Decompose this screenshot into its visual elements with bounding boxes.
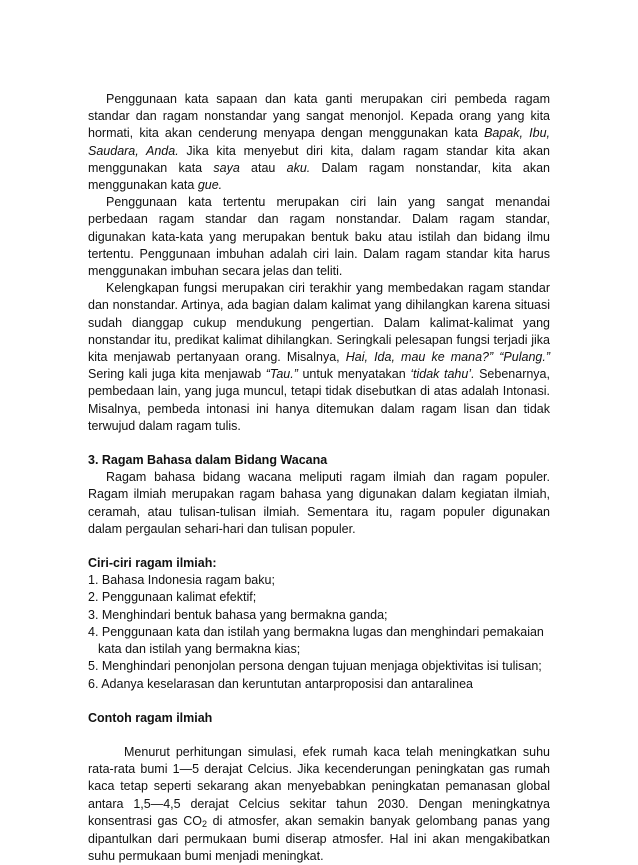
section-heading-wacana: 3. Ragam Bahasa dalam Bidang Wacana: [88, 453, 328, 468]
italic-text: aku.: [286, 160, 311, 175]
text: Sebenarnya, pembedaan lain, yang juga muncul, tetapi tidak disebutkan di atas adalah Intonasi. Misalnya, pembeda intonasi ini hanya ditemukan dalam ragam lisan dan tidak terwujud dalam ragam tulis.: [88, 367, 550, 433]
list-item: 1. Bahasa Indonesia ragam baku;: [88, 573, 275, 588]
text: Jika kita menyebut diri kita, dalam ragam standar kita akan menggunakan kata: [88, 143, 550, 175]
text: Menurut perhitungan simulasi, efek rumah kaca telah meningkatkan suhu rata-rata bumi 1—5 derajat Celcius. Jika kecenderungan peningkatan gas rumah kaca tetap seperti sekarang akan menyebabkan peningkatan pemanasan global antara 1,5—4,5 derajat Celcius sekitar tahun 2030. Dengan meningkatnya konsentrasi gas CO: [88, 744, 550, 828]
paragraph-kelengkapan-fungsi: [88, 280, 550, 435]
paragraph-kata-sapaan: [88, 91, 550, 194]
text: untuk menyatakan: [297, 367, 411, 382]
text: Sering kali juga kita menjawab: [88, 367, 266, 382]
italic-text: Bapak, Ibu, Saudara, Anda.: [88, 126, 550, 158]
subscript: 2: [202, 818, 208, 829]
paragraph-wacana: Ragam bahasa bidang wacana meliputi ragam ilmiah dan ragam populer. Ragam ilmiah merupakan ragam bahasa yang digunakan dalam kegiatan ilmiah, ceramah, atau tulisan-tulisan ilmiah. Sementara itu, ragam populer digunakan dalam pergaulan sehari-hari dan tulisan populer.: [88, 470, 550, 536]
paragraph-contoh: [88, 744, 550, 865]
spacer: [88, 693, 550, 710]
text: di atmosfer, akan semakin banyak gelombang panas yang dipantulkan dari permukaan bumi diserap atmosfer. Hal ini akan mengakibatkan suhu permukaan bumi menjadi meningkat.: [88, 813, 550, 864]
italic-text: Hai, Ida, mau ke mana?” “Pulang.”: [345, 350, 550, 365]
list-item: 6. Adanya keselarasan dan keruntutan antarproposisi dan antaralinea: [88, 676, 473, 691]
italic-text: gue.: [197, 178, 223, 193]
text: atau: [239, 160, 287, 175]
paragraph-kata-tertentu: Penggunaan kata tertentu merupakan ciri lain yang sangat menandai perbedaan ragam standar dan ragam nonstandar. Dalam ragam standar, digunakan kata-kata yang merupakan bentuk baku atau istilah dan bidang ilmu tertentu. Penggunaan imbuhan adalah ciri lain. Dalam ragam standar kita harus menggunakan imbuhan secara jelas dan teliti.: [88, 195, 550, 279]
italic-text: saya: [213, 160, 240, 175]
text: Penggunaan kata sapaan dan kata ganti merupakan ciri pembeda ragam standar dan ragam nonstandar yang sangat menonjol. Kepada orang yang kita hormati, kita akan cenderung menyapa dengan menggunakan kata: [88, 92, 550, 141]
heading-ciri-ragam-ilmiah: Ciri-ciri ragam ilmiah:: [88, 556, 217, 571]
list-item: 2. Penggunaan kalimat efektif;: [88, 590, 257, 605]
document-page: [88, 91, 550, 865]
ciri-list: [88, 572, 550, 692]
spacer: [88, 538, 550, 555]
italic-text: “Tau.”: [265, 367, 298, 382]
spacer: [88, 727, 550, 744]
text: Kelengkapan fungsi merupakan ciri terakhir yang membedakan ragam standar dan nonstandar. Artinya, ada bagian dalam kalimat yang dihilangkan karena situasi sudah dianggap cukup mendukung pengertian. Dalam kalimat-kalimat yang nonstandar itu, predikat kalimat dihilangkan. Seringkali pelesapan fungsi terjadi jika kita menjawab pertanyaan orang. Misalnya,: [88, 281, 550, 365]
list-item: 4. Penggunaan kata dan istilah yang bermakna lugas dan menghindari pemakaian kata dan istilah yang bermakna kias;: [88, 624, 544, 657]
text: Dalam ragam nonstandar, kita akan menggunakan kata: [88, 160, 550, 193]
italic-text: ‘tidak tahu’.: [410, 367, 475, 382]
list-item: 5. Menghindari penonjolan persona dengan tujuan menjaga objektivitas isi tulisan;: [88, 659, 542, 674]
heading-contoh-ragam-ilmiah: Contoh ragam ilmiah: [88, 710, 213, 725]
list-item: 3. Menghindari bentuk bahasa yang bermakna ganda;: [88, 607, 388, 622]
spacer: [88, 435, 550, 452]
